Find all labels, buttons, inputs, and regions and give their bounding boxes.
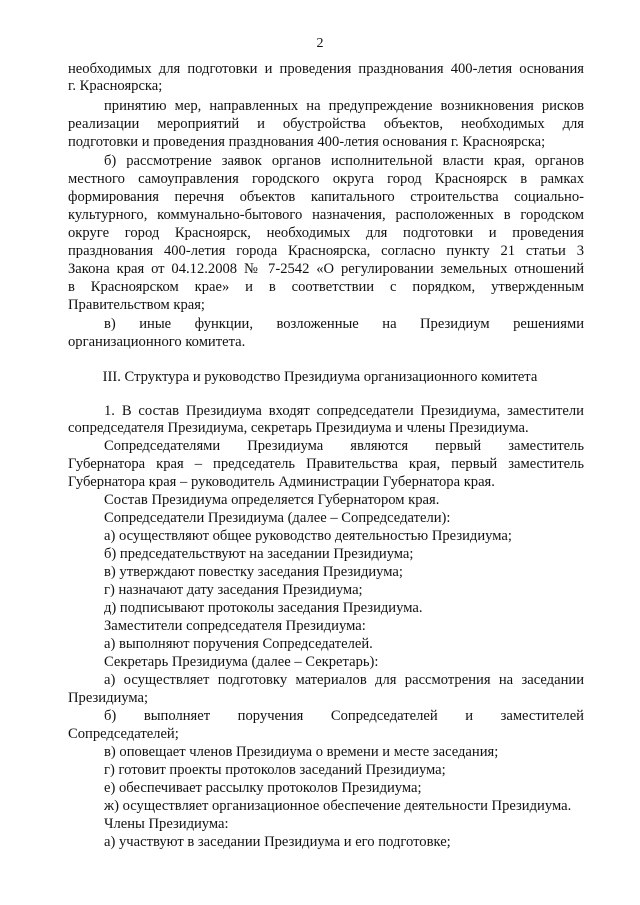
text-line: а) осуществляют общее руководство деятельностью Президиума; [104, 528, 512, 544]
text-line: Закона края от 04.12.2008 № 7-2542 «О регулировании земельных отношений [68, 261, 584, 277]
text-line: в) утверждают повестку заседания Президиума; [104, 564, 403, 580]
text-line: Губернатора края – председатель Правительства края, первый заместитель [68, 456, 584, 472]
text-line: Президиума; [68, 690, 149, 706]
text-line: Состав Президиума определяется Губернатором края. [104, 492, 440, 508]
page-number: 2 [316, 36, 324, 51]
text-line: Правительством края; [68, 297, 205, 313]
text-line: а) выполняют поручения Сопредседателей. [104, 636, 373, 652]
text-line: д) подписывают протоколы заседания Президиума. [104, 600, 423, 616]
text-line: организационного комитета. [68, 334, 246, 350]
text-line: реализации мероприятий и обустройства объектов, необходимых для [68, 116, 584, 132]
text-line: Секретарь Президиума (далее – Секретарь): [104, 654, 379, 670]
text-line: округе город Красноярск, необходимых для подготовки и проведения [68, 225, 584, 241]
text-line: 1. В состав Президиума входят сопредседатели Президиума, заместители [104, 403, 584, 419]
text-line: г. Красноярска; [68, 78, 163, 94]
text-line: а) осуществляет подготовку материалов для рассмотрения на заседании [104, 672, 584, 688]
text-line: формирования перечня объектов капитального строительства социально- [68, 189, 584, 205]
text-line: б) выполняет поручения Сопредседателей и заместителей [104, 708, 584, 724]
text-line: б) рассмотрение заявок органов исполнительной власти края, органов [104, 153, 584, 169]
text-line: местного самоуправления городского округа город Красноярск в рамках [68, 171, 584, 187]
text-line: б) председательствуют на заседании Президиума; [104, 546, 414, 562]
text-line: Сопредседатели Президиума (далее – Сопредседатели): [104, 510, 451, 526]
text-line: в) оповещает членов Президиума о времени и месте заседания; [104, 744, 499, 760]
text-line: принятию мер, направленных на предупреждение возникновения рисков [104, 98, 584, 114]
text-line: Сопредседателей; [68, 726, 179, 742]
text-line: сопредседателя Президиума, секретарь Президиума и члены Президиума. [68, 420, 529, 436]
text-line: Губернатора края – руководитель Администрации Губернатора края. [68, 474, 495, 490]
text-line: Заместители сопредседателя Президиума: [104, 618, 366, 634]
text-line: Сопредседателями Президиума являются первый заместитель [104, 438, 584, 454]
text-line: ж) осуществляет организационное обеспечение деятельности Президиума. [104, 798, 572, 814]
text-line: культурного, коммунально-бытового назначения, расположенных в городском [68, 207, 584, 223]
text-line: в Красноярском крае» и в соответствии с порядком, утвержденным [68, 279, 584, 295]
text-line: г) назначают дату заседания Президиума; [104, 582, 363, 598]
section-heading: III. Структура и руководство Президиума организационного комитета [102, 369, 538, 385]
text-line: Члены Президиума: [104, 816, 229, 832]
text-line: е) обеспечивает рассылку протоколов Президиума; [104, 780, 422, 796]
text-line: празднования 400-летия города Красноярска, согласно пункту 21 статьи 3 [68, 243, 584, 259]
text-line: необходимых для подготовки и проведения празднования 400-летия основания [68, 61, 584, 77]
text-line: в) иные функции, возложенные на Президиум решениями [104, 316, 584, 332]
text-line: г) готовит проекты протоколов заседаний Президиума; [104, 762, 446, 778]
text-line: а) участвуют в заседании Президиума и его подготовке; [104, 834, 451, 850]
text-line: подготовки и проведения празднования 400-летия основания г. Красноярска; [68, 134, 546, 150]
